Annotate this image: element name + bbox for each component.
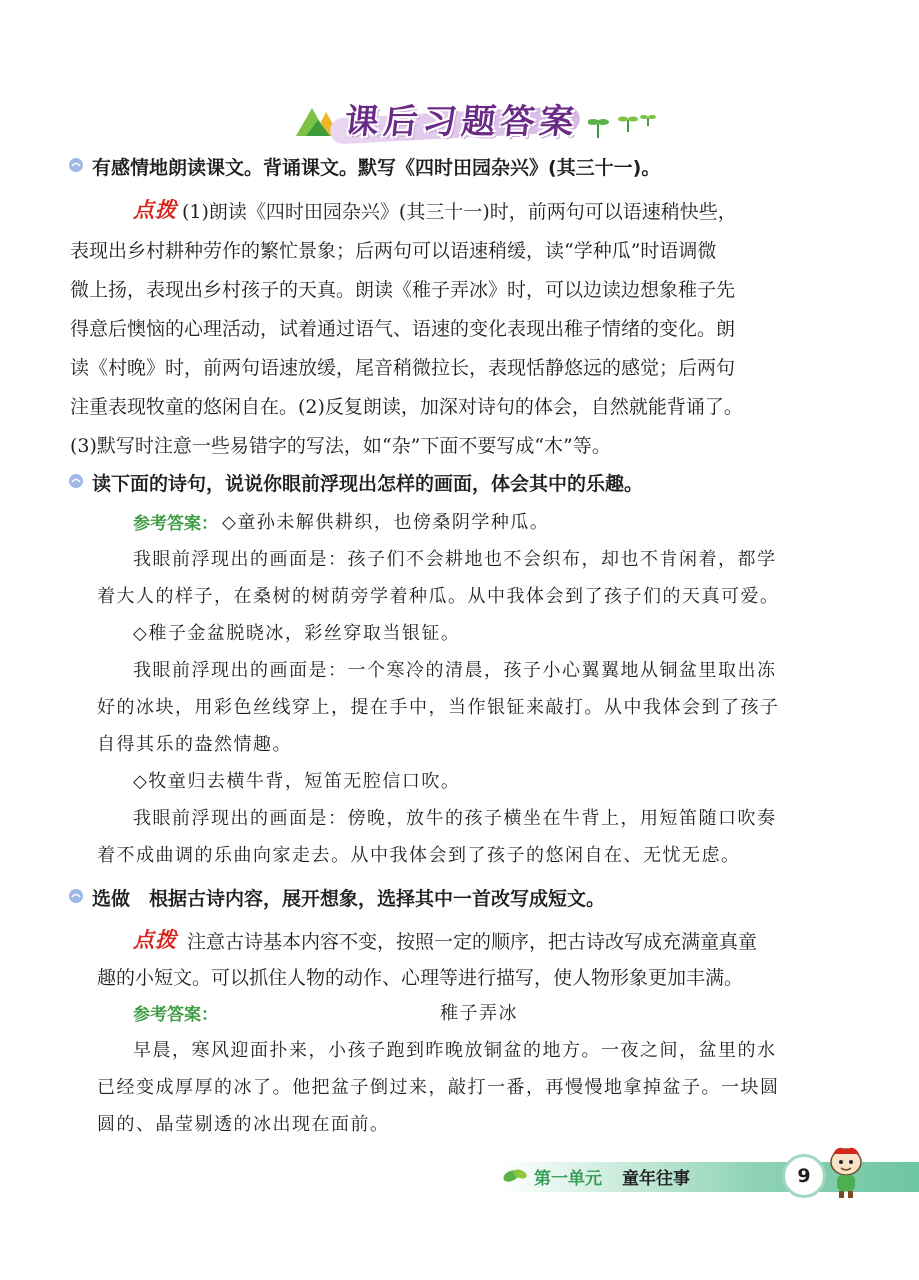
leaf-icon xyxy=(502,1164,528,1186)
text-line: (1)朗读《四时田园杂兴》(其三十一)时，前两句可以语速稍快些， xyxy=(182,201,737,223)
text-line: 得意后懊恼的心理活动，试着通过语气、语速的变化表现出稚子情绪的变化。朗 xyxy=(70,318,736,340)
poem-line: ◇稚子金盆脱晓冰，彩丝穿取当银钲。 xyxy=(133,623,461,644)
bullet-icon xyxy=(68,888,84,904)
question-1: 有感情地朗读课文。背诵课文。默写《四时田园杂兴》(其三十一)。 xyxy=(92,153,660,180)
reference-answer-label: 参考答案： xyxy=(133,514,218,534)
poem-line: ◇牧童归去横牛背，短笛无腔信口吹。 xyxy=(133,771,461,792)
text-line: (3)默写时注意一些易错字的写法，如“杂”下面不要写成“木”等。 xyxy=(70,435,611,457)
footer-topic: 童年往事 xyxy=(622,1169,690,1189)
mascot-icon xyxy=(824,1144,868,1200)
page-number: 9 xyxy=(782,1154,826,1198)
answer-line: 我眼前浮现出的画面是：傍晚，放牛的孩子横坐在牛背上，用短笛随口吹奏 xyxy=(133,808,777,829)
sprout-icon xyxy=(588,110,658,140)
essay-line: 圆的、晶莹剔透的冰出现在面前。 xyxy=(97,1114,390,1135)
text-line: 微上扬，表现出乡村孩子的天真。朗读《稚子弄冰》时，可以边读边想象稚子先 xyxy=(70,279,736,301)
essay-title: 稚子弄冰 xyxy=(440,1003,518,1024)
essay-line: 早晨，寒风迎面扑来，小孩子跑到昨晚放铜盆的地方。一夜之间，盆里的水 xyxy=(133,1040,777,1061)
question-3: 选做 根据古诗内容，展开想象，选择其中一首改写成短文。 xyxy=(92,884,605,911)
page-title: 课后习题答案 xyxy=(342,102,581,142)
text-line: 趣的小短文。可以抓住人物的动作、心理等进行描写，使人物形象更加丰满。 xyxy=(97,967,744,989)
answer-line: 我眼前浮现出的画面是：一个寒冷的清晨，孩子小心翼翼地从铜盆里取出冻 xyxy=(133,660,777,681)
answer-line: 我眼前浮现出的画面是：孩子们不会耕地也不会织布，却也不肯闲着，都学 xyxy=(133,549,777,570)
text-line: 读《村晚》时，前两句语速放缓，尾音稍微拉长，表现恬静悠远的感觉；后两句 xyxy=(70,357,736,379)
text-line: 注重表现牧童的悠闲自在。(2)反复朗读，加深对诗句的体会，自然就能背诵了。 xyxy=(70,396,743,418)
answer-line: 着不成曲调的乐曲向家走去。从中我体会到了孩子的悠闲自在、无忧无虑。 xyxy=(97,845,741,866)
page-footer xyxy=(498,1150,919,1210)
text-line: 注意古诗基本内容不变，按照一定的顺序，把古诗改写成充满童真童 xyxy=(187,931,758,953)
answer-line: 好的冰块，用彩色丝线穿上，提在手中，当作银钲来敲打。从中我体会到了孩子 xyxy=(97,697,780,718)
essay-line: 已经变成厚厚的冰了。他把盆子倒过来，敲打一番，再慢慢地拿掉盆子。一块圆 xyxy=(97,1077,780,1098)
answer-line: 着大人的样子，在桑树的树荫旁学着种瓜。从中我体会到了孩子们的天真可爱。 xyxy=(97,586,780,607)
bullet-icon xyxy=(68,473,84,489)
reference-answer-label: 参考答案： xyxy=(133,1005,218,1025)
answer-line: 自得其乐的盎然情趣。 xyxy=(97,734,292,755)
hint-mark: 点拨 xyxy=(133,928,177,952)
footer-unit: 第一单元 xyxy=(534,1169,602,1189)
hint-mark: 点拨 xyxy=(133,198,177,222)
text-line: 表现出乡村耕种劳作的繁忙景象；后两句可以语速稍缓，读“学种瓜”时语调微 xyxy=(70,240,717,262)
poem-line: ◇童孙未解供耕织，也傍桑阴学种瓜。 xyxy=(222,512,550,533)
section-header xyxy=(0,90,919,150)
bullet-icon xyxy=(68,157,84,173)
question-2: 读下面的诗句，说说你眼前浮现出怎样的画面，体会其中的乐趣。 xyxy=(92,469,643,496)
